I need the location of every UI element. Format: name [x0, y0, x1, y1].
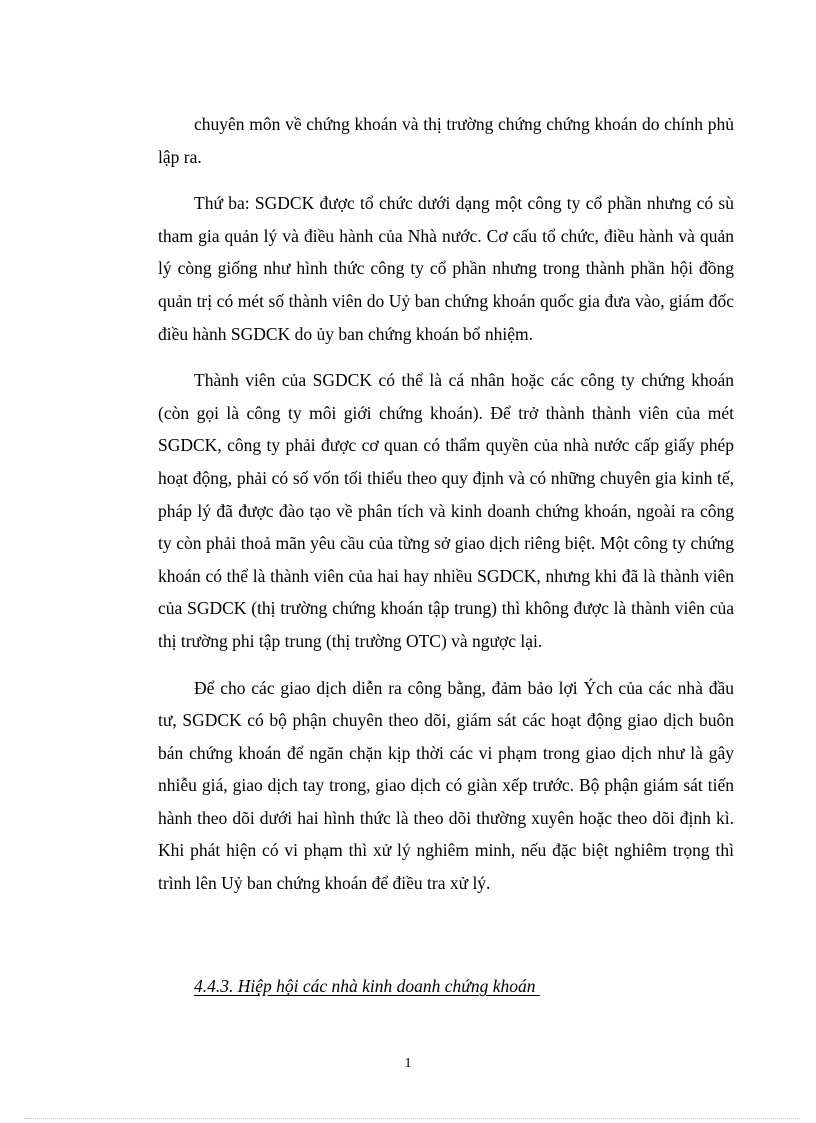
page-bottom-border: [24, 1118, 800, 1119]
paragraph-sgdck-structure: Thứ ba: SGDCK được tổ chức dưới dạng một công ty cổ phần nhưng có sù tham gia quản lý và điều hành của Nhà nước. Cơ cấu tổ chức, điều hành và quản lý còng giống như hình thức công ty cổ phần nhưng trong thành phần hội đồng quản trị có mét số thành viên do Uỷ ban chứng khoán quốc gia đưa vào, giám đốc điều hành SGDCK do ủy ban chứng khoán bổ nhiệm.: [158, 193, 734, 344]
section-heading: 4.4.3. Hiệp hội các nhà kinh doanh chứng khoán: [194, 976, 540, 996]
page-number: 1: [404, 1056, 412, 1071]
body-text: [158, 108, 734, 914]
paragraph-sgdck-members: Thành viên của SGDCK có thể là cá nhân hoặc các công ty chứng khoán (còn gọi là công ty môi giới chứng khoán). Để trở thành thành viên của mét SGDCK, công ty phải được cơ quan có thẩm quyền của nhà nước cấp giấy phép hoạt động, phải có số vốn tối thiểu theo quy định và có những chuyên gia kinh tế, pháp lý đã được đào tạo về phân tích và kinh doanh chứng khoán, ngoài ra công ty còn phải thoả mãn yêu cầu của từng sở giao dịch riêng biệt. Một công ty chứng khoán có thể là thành viên của hai hay nhiều SGDCK, nhưng khi đã là thành viên của SGDCK (thị trường chứng khoán tập trung) thì không được là thành viên của thị trường phi tập trung (thị trường OTC) và ngược lại.: [158, 370, 734, 651]
paragraph-continuation: chuyên môn về chứng khoán và thị trường chứng chứng khoán do chính phủ lập ra.: [158, 114, 734, 167]
paragraph-sgdck-supervision: Để cho các giao dịch diễn ra công bằng, đảm bảo lợi Ých của các nhà đầu tư, SGDCK có bộ phận chuyên theo dõi, giám sát các hoạt động giao dịch buôn bán chứng khoán để ngăn chặn kịp thời các vi phạm trong giao dịch như là gây nhiễu giá, giao dịch tay trong, giao dịch có giàn xếp trước. Bộ phận giám sát tiến hành theo dõi dưới hai hình thức là theo dõi thường xuyên hoặc theo dõi định kì. Khi phát hiện có vi phạm thì xử lý nghiêm minh, nếu đặc biệt nghiêm trọng thì trình lên Uỷ ban chứng khoán để điều tra xử lý.: [158, 677, 734, 894]
